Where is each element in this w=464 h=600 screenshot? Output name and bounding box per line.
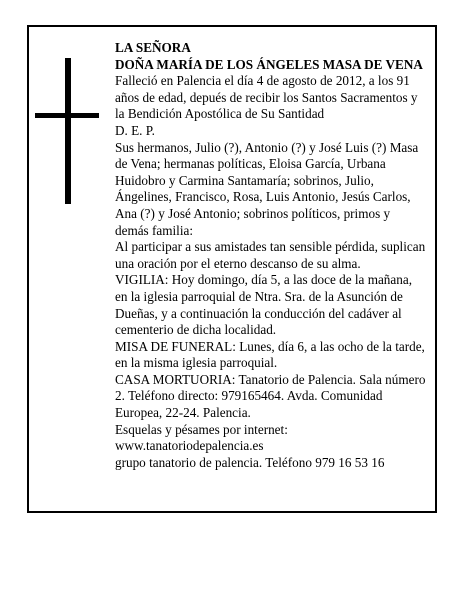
cross-icon <box>35 58 99 204</box>
obituary-frame <box>27 25 437 513</box>
rip-line: D. E. P. <box>115 122 155 138</box>
title-line-2: DOÑA MARÍA DE LOS ÁNGELES MASA DE VENA <box>115 56 423 72</box>
title-line-1: LA SEÑORA <box>115 40 191 55</box>
website-link[interactable]: www.tanatoriodepalencia.es <box>115 438 264 454</box>
obituary-text <box>115 40 427 471</box>
cross-horizontal-bar <box>35 113 99 118</box>
death-announcement: Falleció en Palencia el día 4 de agosto de 2012, a los 91 años de edad, depués de recibir los Santos Sacramentos y la Bendición Apostólica de Su Santidad <box>115 73 418 122</box>
family-list: Sus hermanos, Julio (?), Antonio (?) y José Luis (?) Masa de Vena; hermanas políticas, Eloisa García, Urbana Huidobro y Carmina Santamaría; sobrinos, Julio, Ángelines, Francisco, Rosa, Luis Antonio, Jesús Carlos, Ana (?) y José Antonio; sobrinos políticos, primos y demás familia: <box>115 139 419 238</box>
funeral-info: MISA DE FUNERAL: Lunes, día 6, a las ocho de la tarde, en la misma iglesia parroquial. <box>115 338 425 371</box>
vigil-info: VIGILIA: Hoy domingo, día 5, a las doce de la mañana, en la iglesia parroquial de Ntra. Sra. de la Asunción de Dueñas, y a continuación la conducción del cadáver al cementerio de dicha localidad. <box>115 272 412 338</box>
cross-vertical-bar <box>65 58 71 204</box>
internet-label: Esquelas y pésames por internet: <box>115 421 288 437</box>
mortuary-info: CASA MORTUORIA: Tanatorio de Palencia. Sala número 2. Teléfono directo: 979165464. Avda. Comunidad Europea, 22-24. Palencia. <box>115 371 426 421</box>
footer-contact: grupo tanatorio de palencia. Teléfono 979 16 53 16 <box>115 454 385 470</box>
prayer-request: Al participar a sus amistades tan sensible pérdida, suplican una oración por el eterno descanso de su alma. <box>115 239 426 271</box>
